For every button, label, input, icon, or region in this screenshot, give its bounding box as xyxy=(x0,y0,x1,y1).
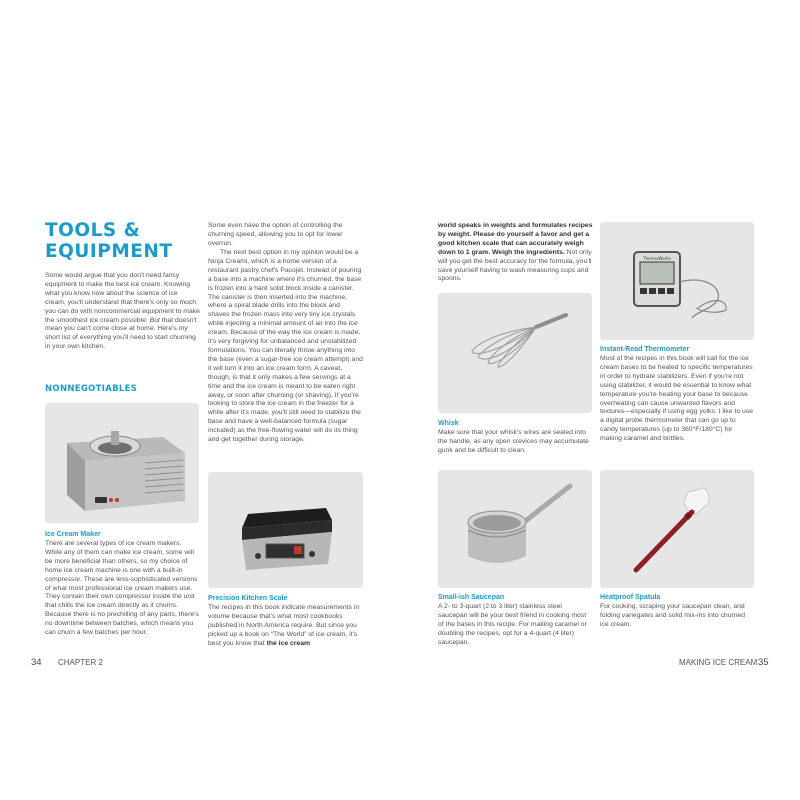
page-title: TOOLS & EQUIPMENT xyxy=(45,220,173,262)
thermometer-caption: Instant-Read Thermometer xyxy=(600,346,690,353)
saucepan-caption: Small-ish Saucepan xyxy=(438,594,505,601)
thermometer-photo xyxy=(600,222,754,340)
scale-text: The recipes in this book indicate measurements in volume because that's what most cookbooks published in North America require. But since you picked up a book on “The World” of ice cream, it's best you know that the ice cream xyxy=(208,604,360,647)
thermometer-text: Most of the recipes in this book will call for the ice cream bases to be heated to specific temperatures in order to hydrate stabilizers. Even if you're not using stabilizer, it would be essential to know what temperature you're heating your base to because overheating can cause unwanted flavors and textures—especially if using egg yolks. I like to use a digital probe thermometer that can go up to candy temperatures (up to 360°F/180°C) for making caramel and brittles. xyxy=(600,355,754,443)
right-running-head: MAKING ICE CREAM xyxy=(679,658,758,667)
spatula-text: For cooking, scraping your saucepan clean, and folding variegates and solid mix-ins into churned ice cream. xyxy=(600,603,746,628)
intro-paragraph: Some would argue that you don't need fancy equipment to make the best ice cream. Knowing what you know now about the science of ice cream, you'll understand that there's only so much you can do with noncommercial equipment to make the smoothest ice cream possible. But that doesn't mean you can't come close at home. Here's my short list of everything you'll need to start churning in your own kitchen. xyxy=(45,272,200,351)
scale-text-continued: world speaks in weights and formulates recipes by weight. Please do yourself a favor and get a good kitchen scale that can accurately weigh down to 1 gram. Weigh the ingredients. Not only will you get the best accuracy for the formula, you'll save yourself having to wash measuring cups and spoons. xyxy=(438,222,593,283)
ice-cream-maker-photo xyxy=(45,403,199,523)
left-running-head: CHAPTER 2 xyxy=(58,658,103,667)
whisk-caption: Whisk xyxy=(438,420,459,427)
spatula-caption: Heatproof Spatula xyxy=(600,594,661,601)
saucepan-photo xyxy=(438,470,592,588)
kitchen-scale-photo xyxy=(208,472,363,588)
whisk-photo xyxy=(438,293,592,413)
ice-cream-maker-text: There are several types of ice cream makers. While any of them can make ice cream, some will be more beneficial than others, so my choice of home ice cream machine is one with a built-in compressor. These are less-sophisticated versions of what most professional ice cream makers use. They contain their own compressor inside the unit that chills the ice cream directly as it churns. Because there is no prechilling of any parts, there's no downtime between batches, which means you can churn a few batches per hour. xyxy=(45,540,199,637)
section-heading: NONNEGOTIABLES xyxy=(45,384,138,394)
col2-paragraph-1: Some even have the option of controlling the churning speed, allowing you to opt for lower overrun. xyxy=(208,222,343,247)
spatula-photo xyxy=(600,470,754,588)
ice-cream-maker-caption: Ice Cream Maker xyxy=(45,531,101,538)
col2-paragraph-2: The next best option in my opinion would be a Ninja Creami, which is a home version of a restaurant pastry chef's Pacojet. Instead of pouring a base into a machine where it's churned, the base is frozen into a hard solid block inside a canister. The canister is then inserted into the machine, where a spiral blade drills into the block and shaves the frozen mass into very tiny ice crystals while injecting a minimal amount of air into the ice cream. Because of the way the ice cream is made, it's very forgiving for unbalanced and unstabilized formulations. You can literally throw anything into the base (even a sugar-free ice cream attempt) and it will turn it into an ice cream form. A caveat, though, is that it only makes a few servings at a time and the ice cream is meant to be eaten right away, or soon after churning (or shaving). If you're looking to store the ice cream in the freezer for a while after it's made, you'll still need to stabilize the base and have a well-balanced formula (sugar included) as the free-flowing water will do its thing and get together during storage. xyxy=(208,249,363,444)
saucepan-text: A 2- to 3-quart (2 to 3 liter) stainless steel saucepan will be your best friend in cooking most of the bases in this recipe. For making caramel or doubling the recipes, opt for a 4-quart (4 liter) saucepan. xyxy=(438,603,587,646)
left-page-number: 34 xyxy=(31,657,42,668)
thermometer-device-label: ThermoWorks xyxy=(643,256,671,261)
scale-caption: Precision Kitchen Scale xyxy=(208,595,288,602)
right-page-number: 35 xyxy=(758,657,769,668)
whisk-text: Make sure that your whisk's wires are sealed into the handle, as any open crevices may accumulate gunk and be difficult to clean. xyxy=(438,429,589,454)
